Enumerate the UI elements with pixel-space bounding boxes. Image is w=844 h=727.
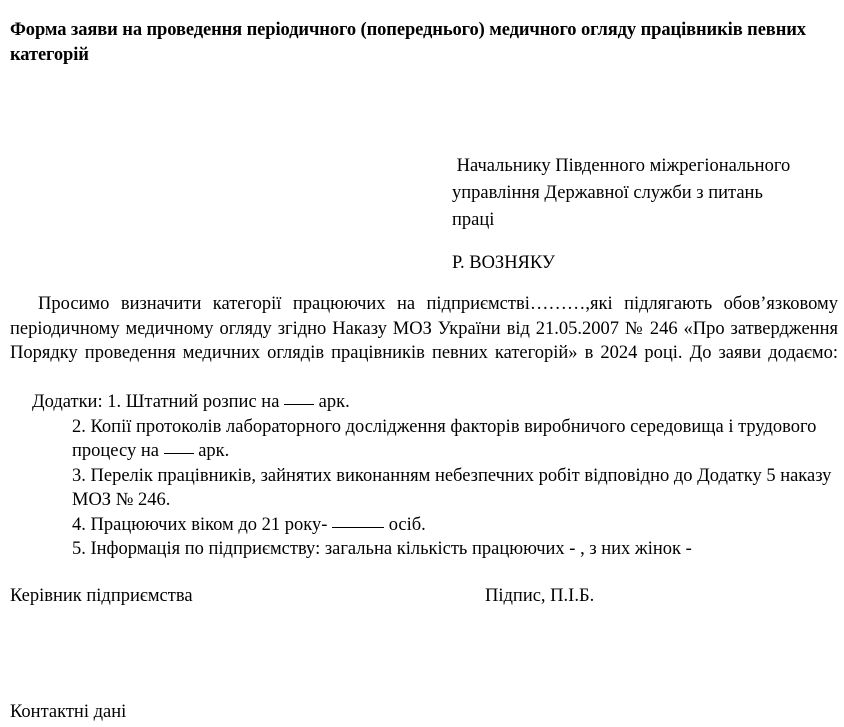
list-item	[10, 537, 838, 562]
addressee-name: Р. ВОЗНЯКУ	[452, 253, 555, 273]
attachments-label: Додатки:	[32, 392, 103, 412]
item-text: Працюючих віком до 21 року-	[90, 514, 333, 535]
addressee-line-1: Начальнику Південного міжрегіонального	[452, 156, 791, 176]
item-text-tail: арк.	[314, 392, 350, 412]
item-text: Інформація по підприємству: загальна кількість працюючих - , з них жінок -	[90, 539, 692, 559]
fill-in-blank[interactable]	[164, 453, 194, 454]
item-text: Копії протоколів лабораторного дослідження факторів виробничого середовища і трудового процесу на	[72, 416, 817, 461]
signature-role-label: Керівник підприємства	[10, 586, 193, 606]
item-text: Перелік працівників, зайнятих виконанням небезпечних робіт відповідно до Додатку 5 наказу МОЗ № 246.	[72, 465, 832, 510]
fill-in-blank[interactable]	[284, 404, 314, 405]
addressee-line-2: управління Державної служби з питань	[452, 183, 763, 203]
item-text-tail: осіб.	[384, 514, 426, 535]
addressee-block	[452, 153, 844, 234]
list-item	[10, 415, 838, 464]
list-item	[10, 464, 838, 513]
signature-name-label: Підпис, П.І.Б.	[485, 586, 595, 606]
page-title: Форма заяви на проведення періодичного (попереднього) медичного огляду працівників певних категорій	[10, 20, 806, 66]
item-text-tail: арк.	[193, 441, 230, 461]
addressee-line-3: праці	[452, 210, 495, 230]
item-number: 5.	[72, 539, 86, 559]
document-body	[10, 292, 838, 562]
list-item	[10, 513, 838, 538]
item-text: Штатний розпис на	[125, 392, 285, 412]
list-item	[10, 390, 838, 415]
item-number: 3.	[72, 465, 86, 486]
contacts-label: Контактні дані	[10, 702, 127, 722]
attachments-list	[10, 390, 838, 562]
fill-in-blank[interactable]	[332, 527, 384, 528]
request-paragraph: Просимо визначити категорії працюючих на підприємстві………,які підлягають обов’язковому періодичному медичному огляду згідно Наказу МОЗ України від 21.05.2007 № 246 «Про затвердження Порядку проведення медичних оглядів працівників певних категорій» в 2024 році. До заяви додаємо:	[10, 294, 838, 363]
item-number: 4.	[72, 514, 86, 535]
item-number: 2.	[72, 416, 86, 437]
item-number: 1.	[107, 392, 122, 412]
